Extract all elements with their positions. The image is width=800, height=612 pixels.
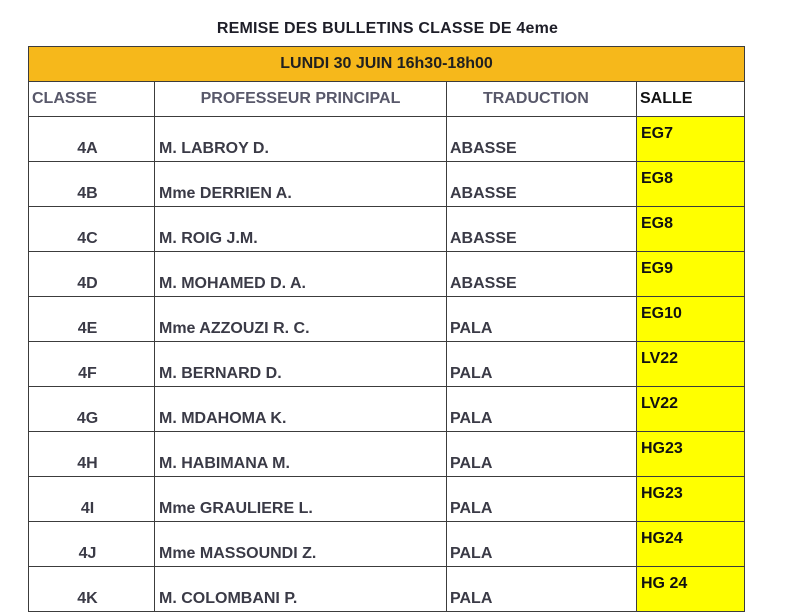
professeur-cell: M. LABROY D. (155, 117, 447, 162)
traduction-cell: PALA (447, 432, 637, 477)
classe-cell: 4I (29, 477, 155, 522)
traduction-cell: PALA (447, 297, 637, 342)
header-traduction: TRADUCTION (447, 82, 637, 117)
table-row (29, 162, 745, 207)
salle-cell: LV22 (637, 387, 745, 432)
professeur-cell: Mme GRAULIERE L. (155, 477, 447, 522)
table-row (29, 252, 745, 297)
classe-cell: 4K (29, 567, 155, 612)
traduction-cell: PALA (447, 567, 637, 612)
salle-cell: LV22 (637, 342, 745, 387)
table-row (29, 567, 745, 612)
header-classe: CLASSE (29, 82, 155, 117)
traduction-cell: PALA (447, 387, 637, 432)
salle-cell: EG8 (637, 162, 745, 207)
professeur-cell: Mme DERRIEN A. (155, 162, 447, 207)
traduction-cell: PALA (447, 342, 637, 387)
professeur-cell: M. HABIMANA M. (155, 432, 447, 477)
classe-cell: 4F (29, 342, 155, 387)
salle-cell: HG 24 (637, 567, 745, 612)
table-row (29, 387, 745, 432)
traduction-cell: ABASSE (447, 117, 637, 162)
table-row (29, 477, 745, 522)
table-row (29, 342, 745, 387)
salle-cell: HG23 (637, 477, 745, 522)
table-row (29, 432, 745, 477)
classe-cell: 4H (29, 432, 155, 477)
header-salle: SALLE (637, 82, 745, 117)
date-banner-row (29, 47, 745, 82)
professeur-cell: M. BERNARD D. (155, 342, 447, 387)
salle-cell: HG24 (637, 522, 745, 567)
date-banner: LUNDI 30 JUIN 16h30-18h00 (29, 47, 745, 82)
classe-cell: 4C (29, 207, 155, 252)
classe-cell: 4J (29, 522, 155, 567)
salle-cell: EG8 (637, 207, 745, 252)
classe-cell: 4B (29, 162, 155, 207)
table-row (29, 117, 745, 162)
professeur-cell: M. MDAHOMA K. (155, 387, 447, 432)
traduction-cell: ABASSE (447, 162, 637, 207)
salle-cell: HG23 (637, 432, 745, 477)
classe-cell: 4A (29, 117, 155, 162)
traduction-cell: ABASSE (447, 252, 637, 297)
professeur-cell: Mme MASSOUNDI Z. (155, 522, 447, 567)
salle-cell: EG9 (637, 252, 745, 297)
traduction-cell: PALA (447, 477, 637, 522)
header-row (29, 82, 745, 117)
document-title: REMISE DES BULLETINS CLASSE DE 4eme (216, 20, 559, 37)
professeur-cell: M. ROIG J.M. (155, 207, 447, 252)
header-professeur: PROFESSEUR PRINCIPAL (155, 82, 447, 117)
classe-cell: 4D (29, 252, 155, 297)
traduction-cell: PALA (447, 522, 637, 567)
table-row (29, 522, 745, 567)
classe-cell: 4G (29, 387, 155, 432)
schedule-table (28, 46, 745, 612)
professeur-cell: M. COLOMBANI P. (155, 567, 447, 612)
traduction-cell: ABASSE (447, 207, 637, 252)
professeur-cell: Mme AZZOUZI R. C. (155, 297, 447, 342)
professeur-cell: M. MOHAMED D. A. (155, 252, 447, 297)
table-row (29, 297, 745, 342)
classe-cell: 4E (29, 297, 155, 342)
table-row (29, 207, 745, 252)
salle-cell: EG7 (637, 117, 745, 162)
salle-cell: EG10 (637, 297, 745, 342)
